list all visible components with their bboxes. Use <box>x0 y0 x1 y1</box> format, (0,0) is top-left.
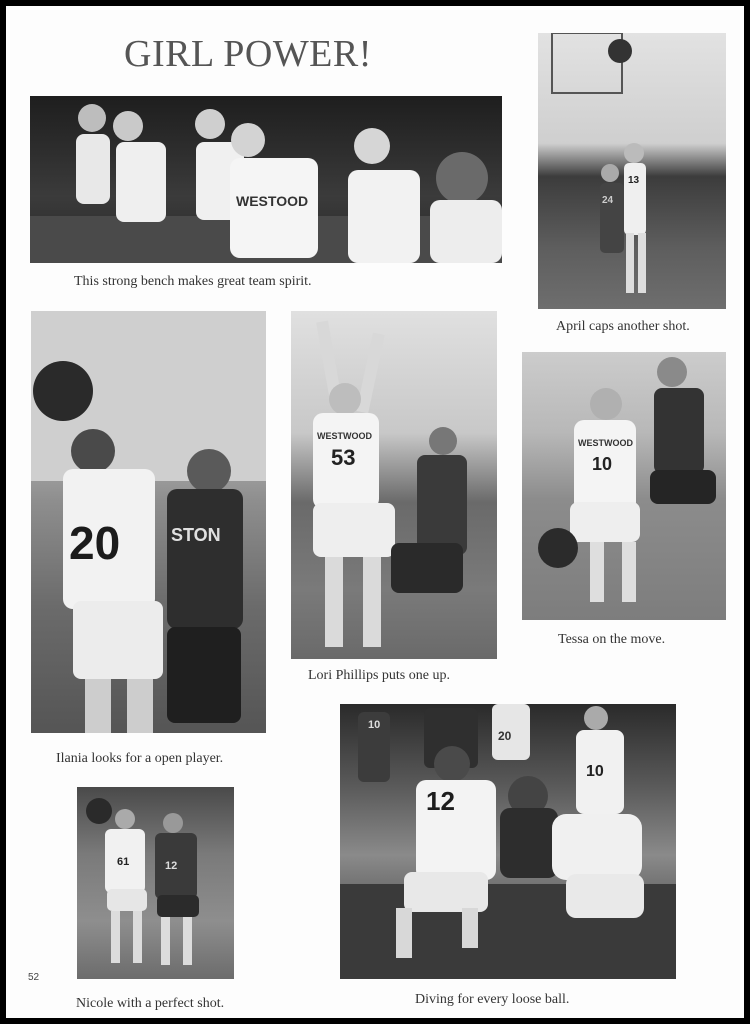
page-title: GIRL POWER! <box>124 33 372 75</box>
jersey-diving-12: 12 <box>426 786 455 816</box>
jersey-diving-10-left: 10 <box>368 719 381 731</box>
caption-ilania: Ilania looks for a open player. <box>56 751 224 766</box>
jersey-lori-text: WESTWOOD <box>317 431 372 441</box>
photo-nicole <box>77 787 234 979</box>
jersey-nicole-61: 61 <box>117 856 130 868</box>
jersey-april-13: 13 <box>628 175 640 186</box>
caption-diving: Diving for every loose ball. <box>415 992 570 1007</box>
caption-april: April caps another shot. <box>556 319 690 334</box>
photo-april <box>538 33 726 309</box>
photo-diving <box>340 704 676 979</box>
page-number: 52 <box>28 972 40 983</box>
photo-ilania <box>31 311 266 733</box>
photo-bench <box>30 96 502 263</box>
jersey-lori-53: 53 <box>331 445 356 470</box>
jersey-ilania-20: 20 <box>69 517 121 569</box>
jersey-diving-10-right: 10 <box>586 763 604 780</box>
jersey-bench-text: WESTOOD <box>236 193 309 209</box>
jersey-nicole-12: 12 <box>165 860 178 872</box>
caption-lori: Lori Phillips puts one up. <box>308 668 450 683</box>
caption-bench: This strong bench makes great team spirit. <box>74 274 312 289</box>
jersey-diving-20: 20 <box>498 729 512 743</box>
caption-nicole: Nicole with a perfect shot. <box>76 996 225 1011</box>
yearbook-page <box>6 6 744 1018</box>
caption-tessa: Tessa on the move. <box>558 632 666 647</box>
jersey-april-24: 24 <box>602 195 614 206</box>
jersey-ilania-opponent: STON <box>171 525 221 545</box>
jersey-tessa-10: 10 <box>592 454 613 474</box>
photo-tessa <box>522 352 726 620</box>
jersey-tessa-text: WESTWOOD <box>578 438 633 448</box>
photo-lori <box>291 311 497 659</box>
